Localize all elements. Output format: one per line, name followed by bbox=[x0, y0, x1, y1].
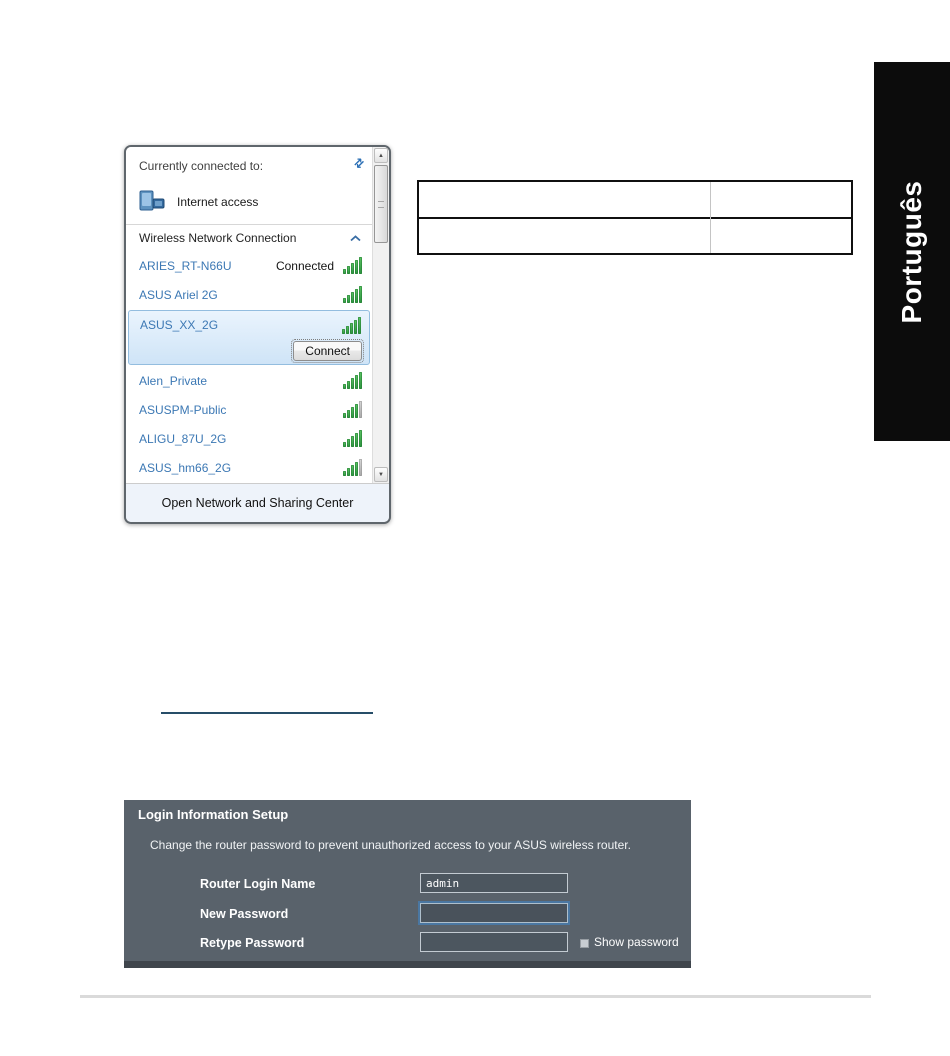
internet-access-row bbox=[126, 181, 372, 221]
scrollbar-thumb[interactable] bbox=[374, 165, 388, 243]
language-tab-portugues bbox=[874, 62, 950, 441]
internet-access-label: Internet access bbox=[177, 195, 259, 209]
dialog-bottom-edge bbox=[124, 961, 691, 968]
network-name: ALIGU_87U_2G bbox=[139, 431, 227, 446]
table-row bbox=[419, 217, 851, 251]
chevron-up-icon[interactable] bbox=[350, 235, 361, 242]
connection-status: Connected bbox=[275, 258, 334, 273]
router-login-name-input[interactable] bbox=[420, 873, 568, 893]
focus-rectangle bbox=[291, 339, 364, 363]
network-row[interactable] bbox=[126, 366, 372, 395]
show-password-label: Show password bbox=[594, 935, 679, 949]
open-network-sharing-center-link[interactable] bbox=[126, 483, 389, 522]
show-password-checkbox[interactable] bbox=[580, 939, 589, 948]
signal-strength-icon bbox=[343, 459, 364, 476]
network-row[interactable] bbox=[126, 395, 372, 424]
signal-strength-icon bbox=[343, 430, 364, 447]
signal-strength-icon bbox=[343, 401, 364, 418]
retype-password-input[interactable] bbox=[420, 932, 568, 952]
signal-strength-icon bbox=[343, 286, 364, 303]
network-row[interactable] bbox=[126, 251, 372, 280]
network-list bbox=[126, 147, 372, 483]
signal-strength-icon bbox=[342, 317, 363, 334]
page-footer-rule bbox=[80, 995, 871, 998]
dialog-title: Login Information Setup bbox=[138, 807, 289, 822]
hyperlink-underline[interactable] bbox=[161, 712, 373, 714]
reference-table bbox=[417, 180, 853, 255]
refresh-icon[interactable]: ⇄ bbox=[350, 154, 368, 172]
footer-link-label: Open Network and Sharing Center bbox=[161, 496, 354, 510]
network-name: ARIES_RT-N66U bbox=[139, 258, 232, 273]
computer-network-icon bbox=[138, 190, 168, 214]
network-name: ASUS_XX_2G bbox=[140, 318, 219, 332]
retype-password-label: Retype Password bbox=[200, 936, 305, 950]
network-name: Alen_Private bbox=[139, 373, 208, 388]
new-password-input[interactable] bbox=[420, 903, 568, 923]
new-password-label: New Password bbox=[200, 907, 289, 921]
signal-strength-icon bbox=[343, 257, 364, 274]
router-login-name-label: Router Login Name bbox=[200, 877, 316, 891]
scroll-down-button[interactable]: ▼ bbox=[374, 467, 388, 482]
network-row[interactable] bbox=[126, 424, 372, 453]
network-name: ASUS_hm66_2G bbox=[139, 460, 232, 475]
table-row bbox=[419, 182, 851, 217]
network-name: ASUS Ariel 2G bbox=[139, 287, 218, 302]
connect-button[interactable]: Connect bbox=[293, 341, 362, 361]
language-tab-label: Português bbox=[896, 180, 927, 323]
wireless-section-title: Wireless Network Connection bbox=[139, 231, 297, 245]
scrollbar-track[interactable] bbox=[374, 243, 388, 467]
dialog-description: Change the router password to prevent unauthorized access to your ASUS wireless router. bbox=[150, 838, 631, 852]
network-name: ASUSPM-Public bbox=[139, 402, 227, 417]
signal-strength-icon bbox=[343, 372, 364, 389]
scroll-up-button[interactable]: ▲ bbox=[374, 148, 388, 163]
login-information-setup-dialog bbox=[124, 800, 691, 968]
network-flyout-window bbox=[124, 145, 391, 524]
table-column-divider bbox=[710, 182, 711, 253]
network-row[interactable] bbox=[126, 280, 372, 309]
currently-connected-label: Currently connected to: bbox=[139, 159, 264, 173]
network-row-selected[interactable] bbox=[128, 310, 370, 365]
network-row[interactable] bbox=[126, 453, 372, 482]
scrollbar[interactable] bbox=[372, 147, 389, 483]
